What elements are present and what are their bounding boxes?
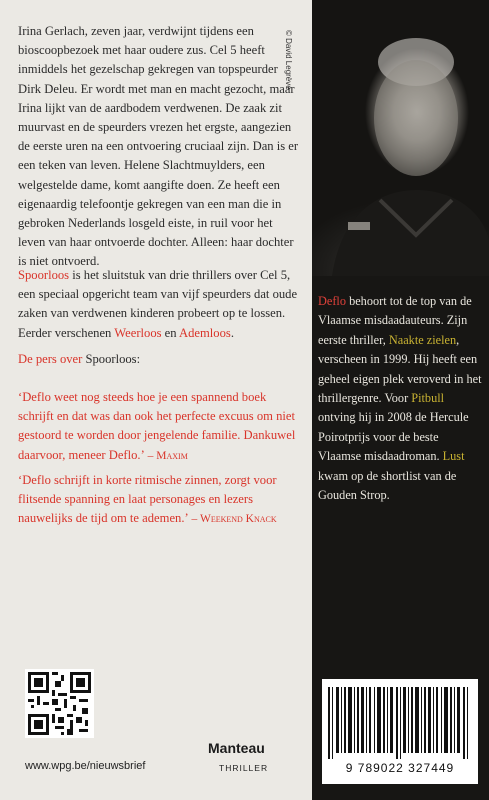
- barcode-bars: [328, 687, 472, 759]
- isbn-number: 9 789022 327449: [345, 761, 455, 775]
- book-pitbull: Pitbull: [411, 391, 445, 406]
- press-heading-title: Spoorloos: [85, 352, 137, 366]
- author-name: Deflo: [318, 294, 346, 308]
- series-text: is het sluitstuk van drie thrillers over Cel 5, een speciaal opgericht team van vijf speurders dat oude zaken van verdwenen kinderen probeert op te lossen. Eerder verschenen: [18, 268, 298, 340]
- previous-book-2: Ademloos: [179, 325, 231, 340]
- previous-book-1: Weerloos: [114, 325, 162, 340]
- quote-2-text: ‘Deflo schrijft in korte ritmische zinnen, zorgt voor flitsende spanning en laat personages en lezers nauwelijks de tijd om te ademen.’: [18, 473, 277, 526]
- author-portrait-illustration: [312, 0, 489, 276]
- press-quote-1: [18, 388, 300, 466]
- press-heading: [18, 350, 300, 369]
- author-photo: [312, 0, 489, 276]
- publisher-logo: Manteau: [208, 740, 265, 756]
- quote-2-source: – Weekend Knack: [188, 513, 277, 526]
- series-and: en: [161, 325, 180, 340]
- series-paragraph: [18, 266, 300, 343]
- author-bio: [318, 292, 483, 505]
- press-heading-end: :: [136, 352, 141, 366]
- qr-code[interactable]: [25, 669, 94, 738]
- bio-part-2: , verscheen in 1999. Hij heeft een geheel eigen plek veroverd in het thrillergenre. Voor: [318, 332, 482, 406]
- barcode: [322, 679, 478, 784]
- press-quote-2: [18, 471, 300, 530]
- qr-code-pattern: [25, 669, 94, 738]
- series-end: .: [230, 325, 234, 340]
- quote-1-text: ‘Deflo weet nog steeds hoe je een spannend boek schrijft en dat was dan ook het perfecte excuus om niet gestoord te worden door jengelende familie. Dankuwel daarvoor, meneer Deflo.’: [18, 390, 296, 462]
- bio-part-3: ontving hij in 2008 de Hercule Poirotprijs voor de beste Vlaamse misdaadroman.: [318, 410, 469, 464]
- newsletter-url[interactable]: www.wpg.be/nieuwsbrief: [25, 760, 146, 772]
- press-heading-text: De pers over: [18, 352, 86, 366]
- book-naakte-zielen: Naakte zielen: [388, 332, 457, 347]
- synopsis-paragraph: Irina Gerlach, zeven jaar, verdwijnt tijdens een bioscoopbezoek met haar oudere zus. Cel 5 heeft inmiddels het gezelschap gekregen van topspeurder Dirk Deleu. Er wordt met man en macht gezocht, maar Irina lijkt van de aardbodem verdwenen. De zaak zit muurvast en de speurders vrezen het ergste, aangezien de eerste uren na een ontvoering cruciaal zijn. Dan is er een teken van leven. Helene Slachtmuylders, een welgestelde dame, komt aangifte doen. Ze heeft een eigenaardig telefoontje gekregen van een man die in gebroken Nederlands losgeld eiste, in ruil voor het leven van haar ontvoerde dochter. Alleen: haar dochter is niet ontvoerd.: [18, 24, 299, 269]
- series-title: Spoorloos: [18, 268, 70, 282]
- genre-label: THRILLER: [219, 763, 269, 773]
- photo-credit: © David Legrève: [284, 30, 293, 90]
- book-lust: Lust: [442, 449, 465, 464]
- bio-part-4: kwam op de shortlist van de Gouden Strop.: [318, 468, 457, 503]
- bio-part-1: behoort tot de top van de Vlaamse misdaadauteurs. Zijn eerste thriller,: [318, 294, 472, 347]
- quote-1-source: – Maxim: [144, 449, 188, 462]
